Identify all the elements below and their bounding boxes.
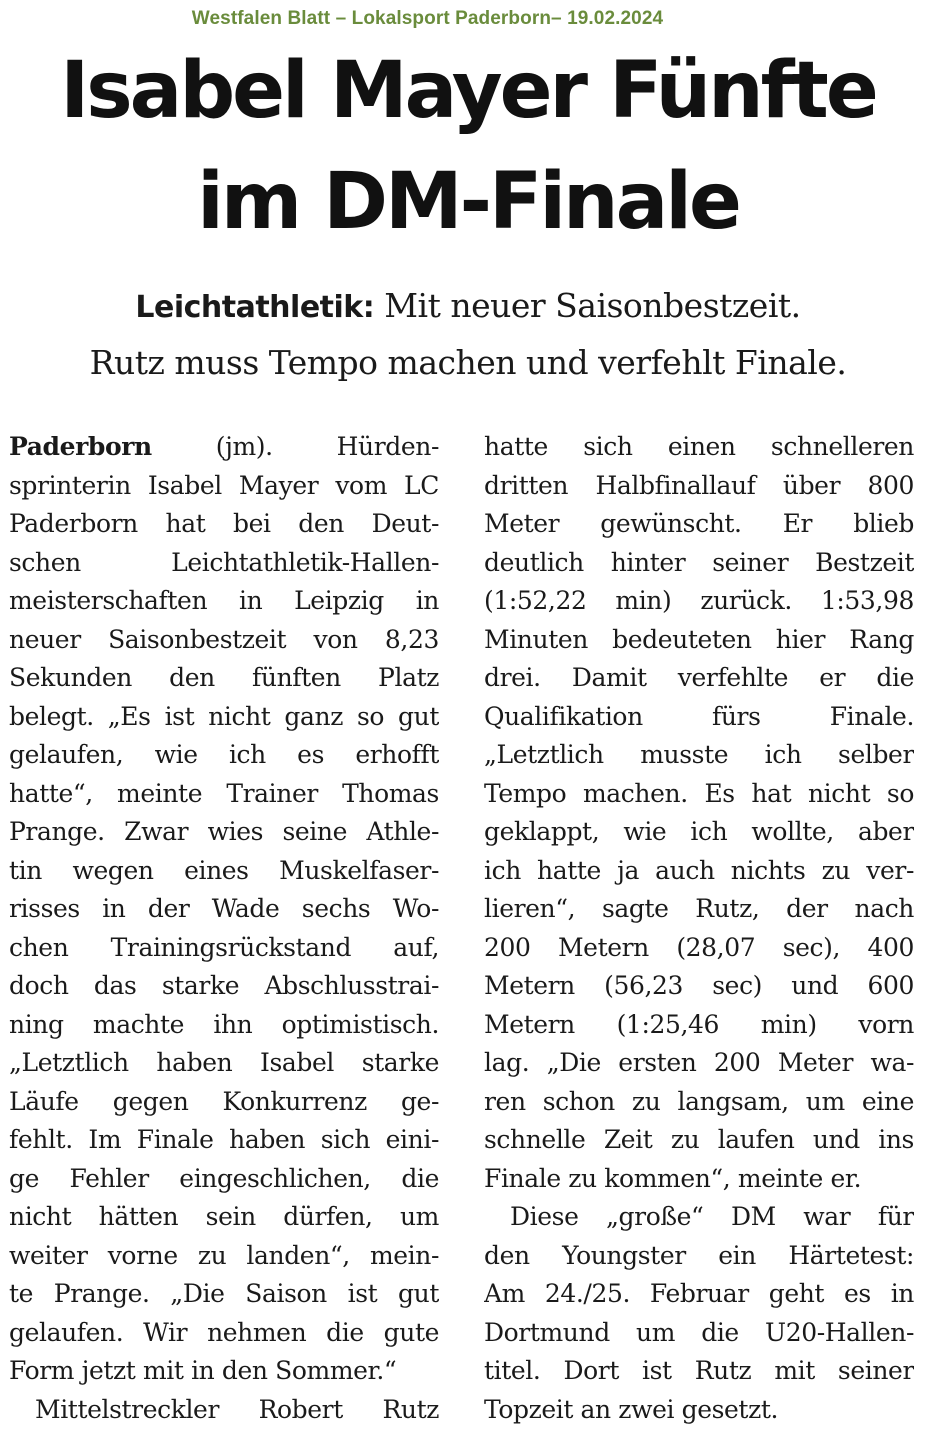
subhead-kicker: Leichtathletik: (135, 290, 375, 325)
article-line: Paderborn hat bei den Deut- (9, 509, 439, 538)
article-line: lieren“, sagte Rutz, der nach (484, 894, 914, 923)
article-line: chen Trainingsrückstand auf, (9, 932, 439, 962)
article-column-right (484, 428, 914, 1429)
article-line: (1:52,22 min) zurück. 1:53,98 (484, 586, 914, 615)
article-column-left (9, 428, 439, 1429)
article-line (9, 428, 439, 467)
article-line: hatte sich einen schnelleren (484, 432, 914, 461)
article-line: schen Leichtathletik-Hallen- (9, 547, 439, 577)
article-line: Dortmund um die U20-Hallen- (484, 1317, 914, 1347)
article-line-text: (jm). Hürden- (151, 432, 439, 461)
article-line: Diese „große“ DM war für (510, 1202, 914, 1231)
article-line: 200 Metern (28,07 sec), 400 (484, 932, 914, 962)
article-line: doch das starke Abschlusstrai- (9, 971, 439, 1000)
article-line: den Youngster ein Härtetest: (484, 1240, 914, 1270)
article-line: Prange. Zwar wies seine Athle- (9, 817, 439, 846)
subhead-line-1-text: Mit neuer Saisonbestzeit. (384, 286, 801, 325)
article-line: Läufe gegen Konkurrenz ge- (9, 1086, 439, 1116)
article-line: gelaufen, wie ich es erhofft (9, 740, 439, 769)
article-line: Form jetzt mit in den Sommer.“ (9, 1356, 397, 1385)
article-line: lag. „Die ersten 200 Meter wa- (484, 1048, 914, 1077)
article-line: deutlich hinter seiner Bestzeit (484, 547, 914, 577)
article-line: ich hatte ja auch nichts zu ver- (484, 855, 914, 885)
article-line: weiter vorne zu landen“, mein- (9, 1240, 439, 1270)
article-line: Finale zu kommen“, meinte er. (484, 1163, 862, 1193)
article-line: nicht hätten sein dürfen, um (9, 1202, 439, 1231)
article-line: Metern (1:25,46 min) vorn (484, 1009, 914, 1039)
article-line: Qualifikation fürs Finale. (484, 701, 914, 731)
subhead-line-1 (0, 286, 936, 326)
dateline: Paderborn (9, 432, 152, 461)
article-line: Topzeit an zwei gesetzt. (484, 1394, 779, 1424)
article-line: risses in der Wade sechs Wo- (9, 894, 439, 923)
article-line: „Letztlich musste ich selber (484, 740, 914, 769)
article-line: ge Fehler eingeschlichen, die (9, 1163, 439, 1193)
article-line: Tempo machen. Es hat nicht so (484, 778, 914, 808)
article-line: Mittelstreckler Robert Rutz (35, 1394, 439, 1424)
article-line: tin wegen eines Muskelfaser- (9, 855, 439, 885)
article-line: neuer Saisonbestzeit von 8,23 (9, 624, 439, 654)
article-line: Meter gewünscht. Er blieb (484, 509, 914, 538)
article-line: ning machte ihn optimistisch. (9, 1009, 439, 1039)
headline-line-2: im DM-Finale (197, 157, 739, 247)
article-line: meisterschaften in Leipzig in (9, 586, 439, 615)
article-line: titel. Dort ist Rutz mit seiner (484, 1356, 914, 1385)
article-line: Metern (56,23 sec) und 600 (484, 971, 914, 1000)
article-line: gelaufen. Wir nehmen die gute (9, 1317, 439, 1347)
article-line: Minuten bedeuteten hier Rang (484, 624, 914, 654)
article-line: Am 24./25. Februar geht es in (484, 1279, 914, 1308)
subhead-line-2: Rutz muss Tempo machen und verfehlt Finale. (89, 343, 847, 382)
article-line: ren schon zu langsam, um eine (484, 1086, 914, 1116)
article-line: fehlt. Im Finale haben sich eini- (9, 1125, 439, 1154)
headline-line-1: Isabel Mayer Fünfte (60, 46, 876, 136)
article-line: dritten Halbfinallauf über 800 (484, 470, 914, 500)
article-line: „Letztlich haben Isabel starke (9, 1048, 439, 1077)
article-line: te Prange. „Die Saison ist gut (9, 1279, 439, 1308)
article-line: geklappt, wie ich wollte, aber (484, 817, 914, 846)
article-line: sprinterin Isabel Mayer vom LC (9, 470, 439, 500)
article-line: belegt. „Es ist nicht ganz so gut (9, 701, 439, 731)
article-line: schnelle Zeit zu laufen und ins (484, 1125, 914, 1154)
source-line: Westfalen Blatt – Lokalsport Paderborn– 19.02.2024 (191, 8, 664, 29)
article-line: drei. Damit verfehlte er die (484, 663, 914, 692)
article-line: hatte“, meinte Trainer Thomas (9, 778, 439, 808)
article-line: Sekunden den fünften Platz (9, 663, 439, 692)
